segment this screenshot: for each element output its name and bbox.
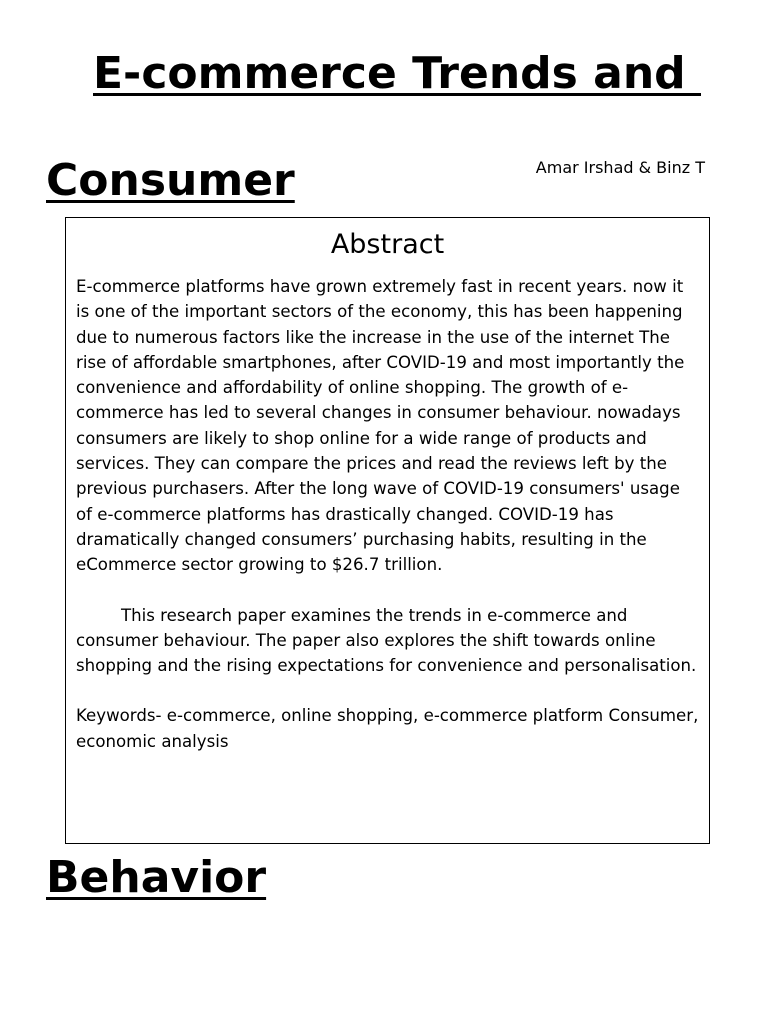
document-title-line-2: Consumer	[46, 155, 295, 206]
abstract-box	[65, 217, 710, 844]
document-title-line-3: Behavior	[46, 852, 267, 903]
abstract-paragraph-1: E-commerce platforms have grown extremely fast in recent years. now it is one of the important sectors of the economy, this has been happening due to numerous factors like the increase in the use of the internet The rise of affordable smartphones, after COVID-19 and most importantly the convenience and affordability of online shopping. The growth of e-commerce has led to several changes in consumer behaviour. nowadays consumers are likely to shop online for a wide range of products and services. They can compare the prices and read the reviews left by the previous purchasers. After the long wave of COVID-19 consumers' usage of e-commerce platforms has drastically changed. COVID-19 has dramatically changed consumers’ purchasing habits, resulting in the eCommerce sector growing to $26.7 trillion.	[76, 277, 685, 575]
document-title-line-1: E-commerce Trends and	[93, 48, 701, 99]
keywords: Keywords- e-commerce, online shopping, e-commerce platform Consumer, economic analysis	[76, 706, 699, 751]
abstract-paragraph-2: This research paper examines the trends in e-commerce and consumer behaviour. The paper also explores the shift towards online shopping and the rising expectations for convenience and personalisation.	[76, 605, 697, 676]
abstract-heading: Abstract	[330, 229, 445, 260]
authors: Amar Irshad & Binz T	[535, 158, 705, 177]
